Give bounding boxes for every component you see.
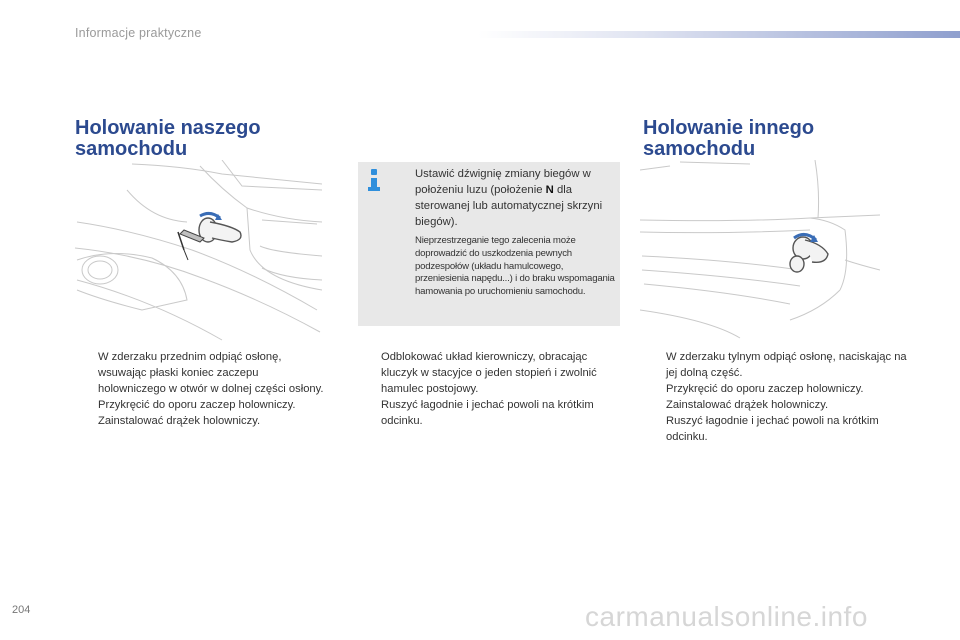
page-number: 204 [12, 604, 31, 616]
list-item [643, 398, 908, 414]
title-line: Holowanie innego [643, 117, 815, 139]
step-text: Odblokować układ kierowniczy, obracając kluczyk w stacyjce o jeden stopień i zwolnić hamulec postojowy. [381, 351, 597, 395]
step-text: Zainstalować drążek holowniczy. [98, 414, 261, 427]
title-towing-other-car [643, 118, 814, 160]
info-text-after: dla sterowanej lub automatycznej skrzyni biegów). [415, 184, 603, 228]
title-line: samochodu [75, 138, 188, 160]
step-text: W zderzaku przednim odpiąć osłonę, wsuwając płaski koniec zaczepu holowniczego w otwór w dolnej części osłony. [98, 351, 324, 395]
info-text-bold: N [545, 184, 554, 196]
steps-middle [358, 350, 623, 430]
watermark: carmanualsonline.info [585, 601, 868, 632]
rear-bumper-tow-hook-illustration [640, 160, 880, 340]
info-icon [367, 169, 381, 191]
list-item [643, 382, 908, 398]
step-text: Zainstalować drążek holowniczy. [666, 398, 829, 411]
list-item [75, 414, 325, 430]
section-header: Informacje praktyczne [75, 26, 202, 40]
list-item [358, 350, 623, 398]
header-decorative-bar [478, 31, 960, 38]
list-item [358, 398, 623, 430]
info-instruction [415, 166, 615, 230]
info-callout [358, 162, 620, 326]
steps-towing-own-car [75, 350, 325, 430]
title-line: Holowanie naszego [75, 117, 261, 139]
step-text: Ruszyć łagodnie i jechać powoli na krótkim odcinku. [381, 398, 594, 427]
title-line: samochodu [643, 138, 756, 160]
list-item [75, 398, 325, 414]
list-item [643, 350, 908, 382]
step-text: Ruszyć łagodnie i jechać powoli na krótkim odcinku. [666, 414, 879, 443]
steps-towing-other-car [643, 350, 908, 445]
info-text-before: Ustawić dźwignię zmiany biegów w położeniu luzu (położenie [415, 168, 591, 196]
step-text: Przykręcić do oporu zaczep holowniczy. [666, 382, 864, 395]
step-text: W zderzaku tylnym odpiąć osłonę, naciskając na jej dolną część. [666, 351, 907, 379]
title-towing-own-car [75, 118, 261, 160]
front-bumper-tow-hook-illustration [72, 160, 322, 342]
list-item [75, 350, 325, 398]
step-text: Przykręcić do oporu zaczep holowniczy. [98, 398, 296, 411]
list-item [643, 414, 908, 446]
info-warning-note: Nieprzestrzeganie tego zalecenia może doprowadzić do uszkodzenia pewnych podzespołów (układu hamulcowego, przeniesienia napędu...) i do braku wspomagania hamowania po uruchomieniu samochodu. [415, 235, 615, 298]
